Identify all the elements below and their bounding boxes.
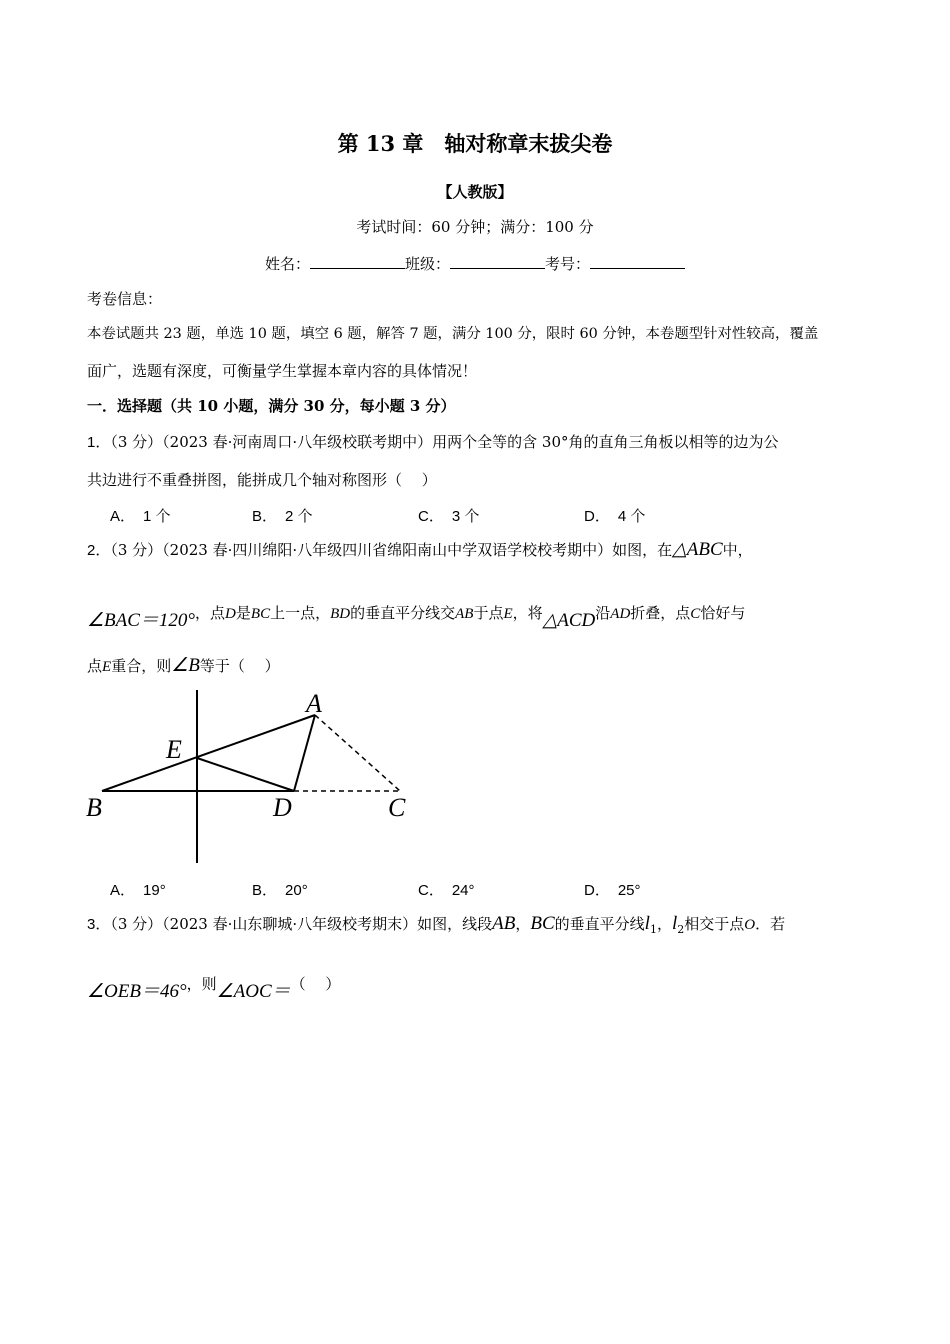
option-text: 1 个 — [143, 508, 171, 525]
q-text: 是 — [235, 604, 251, 622]
math-point: E — [503, 606, 513, 622]
q-text: ，将 — [512, 604, 543, 622]
name-label: 姓名： — [264, 255, 310, 273]
q-text: ，点 — [195, 604, 226, 622]
question-score: （3 分） — [110, 915, 163, 933]
math-segment: AB — [492, 913, 516, 934]
label-d: D — [273, 793, 292, 822]
question-3-line-2 — [87, 968, 341, 1002]
number-label: 考号： — [545, 255, 591, 273]
q1-option-b[interactable] — [252, 505, 313, 526]
number-blank[interactable] — [590, 254, 685, 269]
q-text: 于点 — [473, 604, 504, 622]
math-line-l2: l — [671, 913, 678, 934]
option-label: D． — [584, 508, 610, 525]
q-text: ， — [515, 915, 531, 933]
q1-option-c[interactable] — [418, 505, 479, 526]
option-text: 20° — [285, 882, 308, 899]
q-text: 等于（ ） — [199, 657, 280, 675]
question-2-line-3 — [87, 654, 280, 677]
question-1-line-1 — [87, 431, 779, 452]
edition-label: 【人教版】 — [437, 183, 513, 201]
q-text: 点 — [87, 657, 103, 675]
option-text: 24° — [451, 882, 475, 899]
option-label: C． — [418, 508, 444, 525]
info-line-2: 面广，选题有深度，可衡量学生掌握本章内容的具体情况！ — [87, 362, 478, 380]
segment-ac-dashed — [315, 715, 400, 791]
label-a: A — [306, 689, 322, 718]
math-segment: BD — [330, 606, 351, 622]
q2-option-d[interactable] — [584, 879, 641, 900]
q-text: 恰好与 — [700, 604, 746, 622]
math-segment: AD — [610, 606, 631, 622]
q2-option-b[interactable] — [252, 879, 308, 900]
math-point: D — [225, 606, 236, 622]
info-heading: 考卷信息： — [87, 290, 163, 308]
q-text: 的垂直平分线 — [554, 915, 645, 933]
question-text: 中， — [722, 541, 753, 559]
q-text: 折叠，点 — [630, 604, 691, 622]
question-text: （2023 春·河南周口·八年级校联考期中）用两个全等的含 30°角的直角三角板以相等的边为公 — [162, 433, 779, 451]
q-text: 重合，则 — [111, 657, 172, 675]
q-text: 的垂直平分线交 — [350, 604, 456, 622]
q1-option-a[interactable] — [110, 505, 171, 526]
option-label: A． — [110, 508, 136, 525]
question-score: （3 分） — [110, 541, 163, 559]
math-point: C — [690, 606, 701, 622]
q-text: ， — [656, 915, 672, 933]
math-subscript: 2 — [677, 923, 685, 936]
math-triangle-abc: △ABC — [672, 539, 723, 560]
option-text: 3 个 — [451, 508, 480, 525]
label-b: B — [86, 793, 102, 822]
math-point: E — [102, 659, 112, 675]
q-text: ，则 — [186, 975, 217, 993]
q-text: ．若 — [755, 915, 786, 933]
option-text: 19° — [143, 882, 166, 899]
page-title: 第 13 章 轴对称章末拔尖卷 — [337, 131, 613, 156]
segment-ad — [294, 715, 315, 791]
name-blank[interactable] — [310, 254, 405, 269]
q-text: 沿 — [595, 604, 611, 622]
option-label: A． — [110, 882, 136, 899]
option-text: 25° — [617, 882, 641, 899]
info-line-1: 本卷试题共 23 题，单选 10 题，填空 6 题，解答 7 题，满分 100 分，限时 60 分钟，本卷题型针对性较高，覆盖 — [87, 326, 819, 342]
math-point: O — [744, 917, 756, 933]
math-subscript: 1 — [649, 923, 657, 936]
math-segment: BC — [530, 913, 555, 934]
question-3-line-1 — [87, 913, 785, 936]
student-info-line — [0, 253, 950, 274]
question-2-line-2 — [87, 597, 746, 631]
option-label: D． — [584, 882, 610, 899]
math-angle-aoc: ∠AOC＝ — [216, 981, 291, 1002]
q1-option-d[interactable] — [584, 505, 645, 526]
math-angle-b: ∠B — [171, 655, 200, 676]
math-segment: AB — [455, 606, 474, 622]
math-line-l1: l — [644, 913, 650, 934]
q2-option-c[interactable] — [418, 879, 475, 900]
class-label: 班级： — [404, 255, 450, 273]
section-heading: 一．选择题（共 10 小题，满分 30 分，每小题 3 分） — [87, 397, 456, 415]
exam-meta: 考试时间：60 分钟；满分：100 分 — [356, 218, 594, 236]
math-triangle-acd: △ACD — [542, 610, 596, 631]
math-angle-oeb: ∠OEB＝46° — [87, 981, 187, 1002]
math-segment: BC — [250, 606, 271, 622]
question-2-figure — [80, 685, 420, 870]
question-1-line-2: 共边进行不重叠拼图，能拼成几个轴对称图形（ ） — [87, 471, 437, 489]
math-angle-bac: ∠BAC＝120° — [87, 610, 196, 631]
label-c: C — [388, 793, 406, 822]
option-label: C． — [418, 882, 444, 899]
q-text: 上一点， — [270, 604, 331, 622]
option-text: 4 个 — [617, 508, 646, 525]
question-number: 1． — [87, 434, 111, 451]
question-number: 2． — [87, 542, 111, 559]
option-text: 2 个 — [285, 508, 313, 525]
question-2-line-1 — [87, 538, 753, 561]
label-e: E — [166, 735, 182, 764]
question-number: 3． — [87, 916, 111, 933]
segment-be-a — [102, 715, 315, 791]
option-label: B． — [252, 882, 278, 899]
class-blank[interactable] — [450, 254, 545, 269]
segment-ed — [197, 758, 294, 791]
q2-option-a[interactable] — [110, 879, 166, 900]
question-score: （3 分） — [110, 433, 163, 451]
q-text: 相交于点 — [684, 915, 745, 933]
q-text: （ ） — [290, 975, 341, 993]
question-text: （2023 春·四川绵阳·八年级四川省绵阳南山中学双语学校校考期中）如图，在 — [162, 541, 673, 559]
option-label: B． — [252, 508, 278, 525]
question-text: （2023 春·山东聊城·八年级校考期末）如图，线段 — [162, 915, 493, 933]
